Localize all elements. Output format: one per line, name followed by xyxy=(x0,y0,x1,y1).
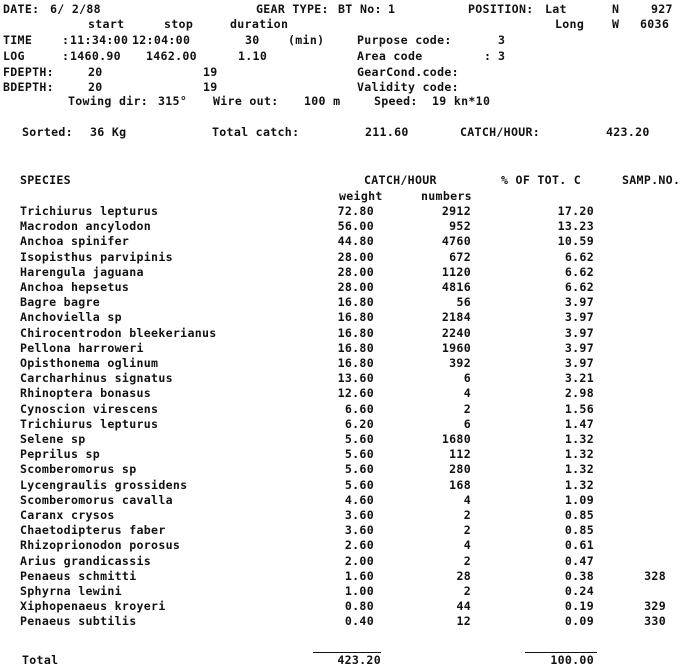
numbers-value: 1680 xyxy=(441,432,471,446)
species-name: Anchoviella sp xyxy=(20,310,122,324)
weight-value: 1.00 xyxy=(344,584,374,598)
species-name: Lycengraulis grossidens xyxy=(20,478,188,492)
species-name: Carcharhinus signatus xyxy=(20,371,173,385)
lat-label: Lat xyxy=(545,2,567,16)
numbers-value: 112 xyxy=(449,447,471,461)
pct-value: 0.09 xyxy=(564,614,594,628)
pct-value: 1.32 xyxy=(564,478,594,492)
weight-value: 5.60 xyxy=(344,432,374,446)
pct-value: 3.97 xyxy=(564,356,594,370)
pct-value: 0.85 xyxy=(564,508,594,522)
weight-value: 28.00 xyxy=(337,265,374,279)
date-value: 6/ 2/88 xyxy=(50,2,101,16)
species-name: Cynoscion virescens xyxy=(20,402,159,416)
col-start-header: start xyxy=(88,17,125,31)
weight-value: 16.80 xyxy=(337,326,374,340)
weight-value: 6.60 xyxy=(344,402,374,416)
log-stop: 1462.00 xyxy=(146,49,197,63)
pct-value: 1.56 xyxy=(564,402,594,416)
numbers-value: 2 xyxy=(463,402,471,416)
pct-value: 13.23 xyxy=(557,219,594,233)
weight-value: 5.60 xyxy=(344,447,374,461)
species-name: Selene sp xyxy=(20,432,86,446)
gear-type-label: GEAR TYPE: xyxy=(256,2,329,16)
numbers-value: 1120 xyxy=(441,265,471,279)
samp-value: 328 xyxy=(644,569,666,583)
log-start: 1460.90 xyxy=(70,49,121,63)
numbers-value: 672 xyxy=(449,250,471,264)
weight-value: 28.00 xyxy=(337,250,374,264)
pct-value: 1.09 xyxy=(564,493,594,507)
samp-value: 329 xyxy=(644,599,666,613)
pct-value: 0.24 xyxy=(564,584,594,598)
pct-value: 0.85 xyxy=(564,523,594,537)
species-name: Anchoa hepsetus xyxy=(20,280,130,294)
station-no-value: 1 xyxy=(388,2,396,16)
pct-value: 17.20 xyxy=(557,204,594,218)
time-duration: 30 xyxy=(245,33,260,47)
weight-value: 5.60 xyxy=(344,478,374,492)
col-duration-header: duration xyxy=(230,17,289,31)
pct-value: 3.97 xyxy=(564,326,594,340)
time-label: TIME xyxy=(3,33,33,47)
position-label: POSITION: xyxy=(468,2,534,16)
species-name: Arius grandicassis xyxy=(20,554,152,568)
numbers-value: 168 xyxy=(449,478,471,492)
species-name: Trichiurus lepturus xyxy=(20,417,159,431)
numbers-value: 392 xyxy=(449,356,471,370)
long-value: 6036 xyxy=(640,17,670,31)
bdepth-start: 20 xyxy=(88,80,103,94)
weight-value: 5.60 xyxy=(344,462,374,476)
time-stop: 12:04:00 xyxy=(132,33,191,47)
species-name: Xiphopenaeus kroyeri xyxy=(20,599,166,613)
species-name: Sphyrna lewini xyxy=(20,584,122,598)
pct-value: 3.21 xyxy=(564,371,594,385)
pct-value: 1.32 xyxy=(564,462,594,476)
speed-label: Speed: xyxy=(374,94,418,108)
lat-hemisphere: N xyxy=(612,2,620,16)
numbers-value: 44 xyxy=(456,599,471,613)
numbers-value: 2 xyxy=(463,508,471,522)
pct-value: 3.97 xyxy=(564,310,594,324)
sorted-label: Sorted: xyxy=(22,125,73,139)
catch-hour-value: 423.20 xyxy=(606,125,650,139)
species-name: Opisthonema oglinum xyxy=(20,356,159,370)
pct-value: 10.59 xyxy=(557,234,594,248)
numbers-value: 2 xyxy=(463,523,471,537)
log-colon: : xyxy=(62,49,70,63)
weight-value: 2.00 xyxy=(344,554,374,568)
total-catch-label: Total catch: xyxy=(212,125,300,139)
pct-value: 0.38 xyxy=(564,569,594,583)
pct-header: % OF TOT. C xyxy=(501,173,582,187)
purpose-label: Purpose code: xyxy=(357,33,452,47)
catch-hour-label: CATCH/HOUR: xyxy=(460,125,541,139)
species-name: Harengula jaguana xyxy=(20,265,144,279)
weight-value: 28.00 xyxy=(337,280,374,294)
purpose-code: 3 xyxy=(498,33,506,47)
weight-value: 16.80 xyxy=(337,310,374,324)
weight-value: 2.60 xyxy=(344,538,374,552)
weight-value: 16.80 xyxy=(337,295,374,309)
weight-value: 44.80 xyxy=(337,234,374,248)
numbers-value: 6 xyxy=(463,371,471,385)
pct-value: 2.98 xyxy=(564,386,594,400)
weight-value: 3.60 xyxy=(344,523,374,537)
species-name: Trichiurus lepturus xyxy=(20,204,159,218)
numbers-value: 56 xyxy=(456,295,471,309)
numbers-value: 28 xyxy=(456,569,471,583)
weight-value: 56.00 xyxy=(337,219,374,233)
numbers-value: 2 xyxy=(463,554,471,568)
time-unit: (min) xyxy=(288,33,325,47)
date-label: DATE: xyxy=(3,2,40,16)
species-name: Scomberomorus cavalla xyxy=(20,493,173,507)
total-label: Total xyxy=(22,653,59,667)
numbers-value: 2240 xyxy=(441,326,471,340)
towing-dir: 315° xyxy=(158,94,188,108)
numbers-header: numbers xyxy=(421,189,472,203)
pct-value: 6.62 xyxy=(564,250,594,264)
pct-value: 1.32 xyxy=(564,447,594,461)
weight-value: 72.80 xyxy=(337,204,374,218)
pct-value: 3.97 xyxy=(564,295,594,309)
area-code: 3 xyxy=(498,49,506,63)
time-colon: : xyxy=(62,33,70,47)
numbers-value: 1960 xyxy=(441,341,471,355)
total-pct: 100.00 xyxy=(550,653,594,667)
area-colon: : xyxy=(484,49,492,63)
numbers-value: 4760 xyxy=(441,234,471,248)
pct-value: 6.62 xyxy=(564,280,594,294)
station-no-label: No: xyxy=(360,2,382,16)
weight-value: 16.80 xyxy=(337,356,374,370)
validity-label: Validity code: xyxy=(357,80,459,94)
numbers-value: 952 xyxy=(449,219,471,233)
numbers-value: 2912 xyxy=(441,204,471,218)
weight-value: 0.80 xyxy=(344,599,374,613)
species-name: Rhizoprionodon porosus xyxy=(20,538,181,552)
pct-value: 1.47 xyxy=(564,417,594,431)
weight-value: 0.40 xyxy=(344,614,374,628)
gearcond-label: GearCond.code: xyxy=(357,65,459,79)
species-name: Pellona harroweri xyxy=(20,341,144,355)
species-name: Penaeus schmitti xyxy=(20,569,137,583)
total-weight: 423.20 xyxy=(337,653,381,667)
pct-value: 3.97 xyxy=(564,341,594,355)
species-name: Caranx crysos xyxy=(20,508,115,522)
species-name: Peprilus sp xyxy=(20,447,101,461)
weight-value: 4.60 xyxy=(344,493,374,507)
bdepth-stop: 19 xyxy=(203,80,218,94)
species-name: Penaeus subtilis xyxy=(20,614,137,628)
species-name: Isopisthus parvipinis xyxy=(20,250,173,264)
numbers-value: 2184 xyxy=(441,310,471,324)
bdepth-label: BDEPTH: xyxy=(3,80,54,94)
time-start: 11:34:00 xyxy=(70,33,129,47)
numbers-value: 4816 xyxy=(441,280,471,294)
weight-value: 13.60 xyxy=(337,371,374,385)
weight-value: 3.60 xyxy=(344,508,374,522)
species-name: Scomberomorus sp xyxy=(20,462,137,476)
lat-value: 927 xyxy=(651,2,673,16)
numbers-value: 12 xyxy=(456,614,471,628)
species-name: Macrodon ancylodon xyxy=(20,219,152,233)
numbers-value: 280 xyxy=(449,462,471,476)
log-label: LOG xyxy=(3,49,25,63)
towing-label: Towing dir: xyxy=(68,94,149,108)
pct-value: 0.47 xyxy=(564,554,594,568)
log-duration: 1.10 xyxy=(238,49,268,63)
catch-hour-header: CATCH/HOUR xyxy=(364,173,437,187)
col-stop-header: stop xyxy=(164,17,194,31)
weight-value: 16.80 xyxy=(337,341,374,355)
numbers-value: 2 xyxy=(463,584,471,598)
samp-header: SAMP.NO. xyxy=(622,173,681,187)
speed-value: 19 kn*10 xyxy=(432,94,491,108)
weight-value: 12.60 xyxy=(337,386,374,400)
pct-value: 6.62 xyxy=(564,265,594,279)
weight-header: weight xyxy=(339,189,383,203)
pct-value: 1.32 xyxy=(564,432,594,446)
pct-value: 0.61 xyxy=(564,538,594,552)
sorted-value: 36 Kg xyxy=(90,125,127,139)
species-name: Bagre bagre xyxy=(20,295,101,309)
fdepth-label: FDEPTH: xyxy=(3,65,54,79)
weight-value: 6.20 xyxy=(344,417,374,431)
weight-value: 1.60 xyxy=(344,569,374,583)
numbers-value: 6 xyxy=(463,417,471,431)
wire-label: Wire out: xyxy=(213,94,279,108)
area-label: Area code xyxy=(357,49,423,63)
fdepth-start: 20 xyxy=(88,65,103,79)
gear-type-value: BT xyxy=(338,2,353,16)
samp-value: 330 xyxy=(644,614,666,628)
species-name: Rhinoptera bonasus xyxy=(20,386,152,400)
pct-value: 0.19 xyxy=(564,599,594,613)
species-header: SPECIES xyxy=(20,173,71,187)
total-catch-value: 211.60 xyxy=(365,125,409,139)
long-hemisphere: W xyxy=(612,17,620,31)
species-name: Chaetodipterus faber xyxy=(20,523,166,537)
fdepth-stop: 19 xyxy=(203,65,218,79)
numbers-value: 4 xyxy=(463,386,471,400)
species-name: Chirocentrodon bleekerianus xyxy=(20,326,217,340)
wire-out: 100 m xyxy=(304,94,341,108)
long-label: Long xyxy=(555,17,585,31)
species-name: Anchoa spinifer xyxy=(20,234,130,248)
numbers-value: 4 xyxy=(463,493,471,507)
numbers-value: 4 xyxy=(463,538,471,552)
